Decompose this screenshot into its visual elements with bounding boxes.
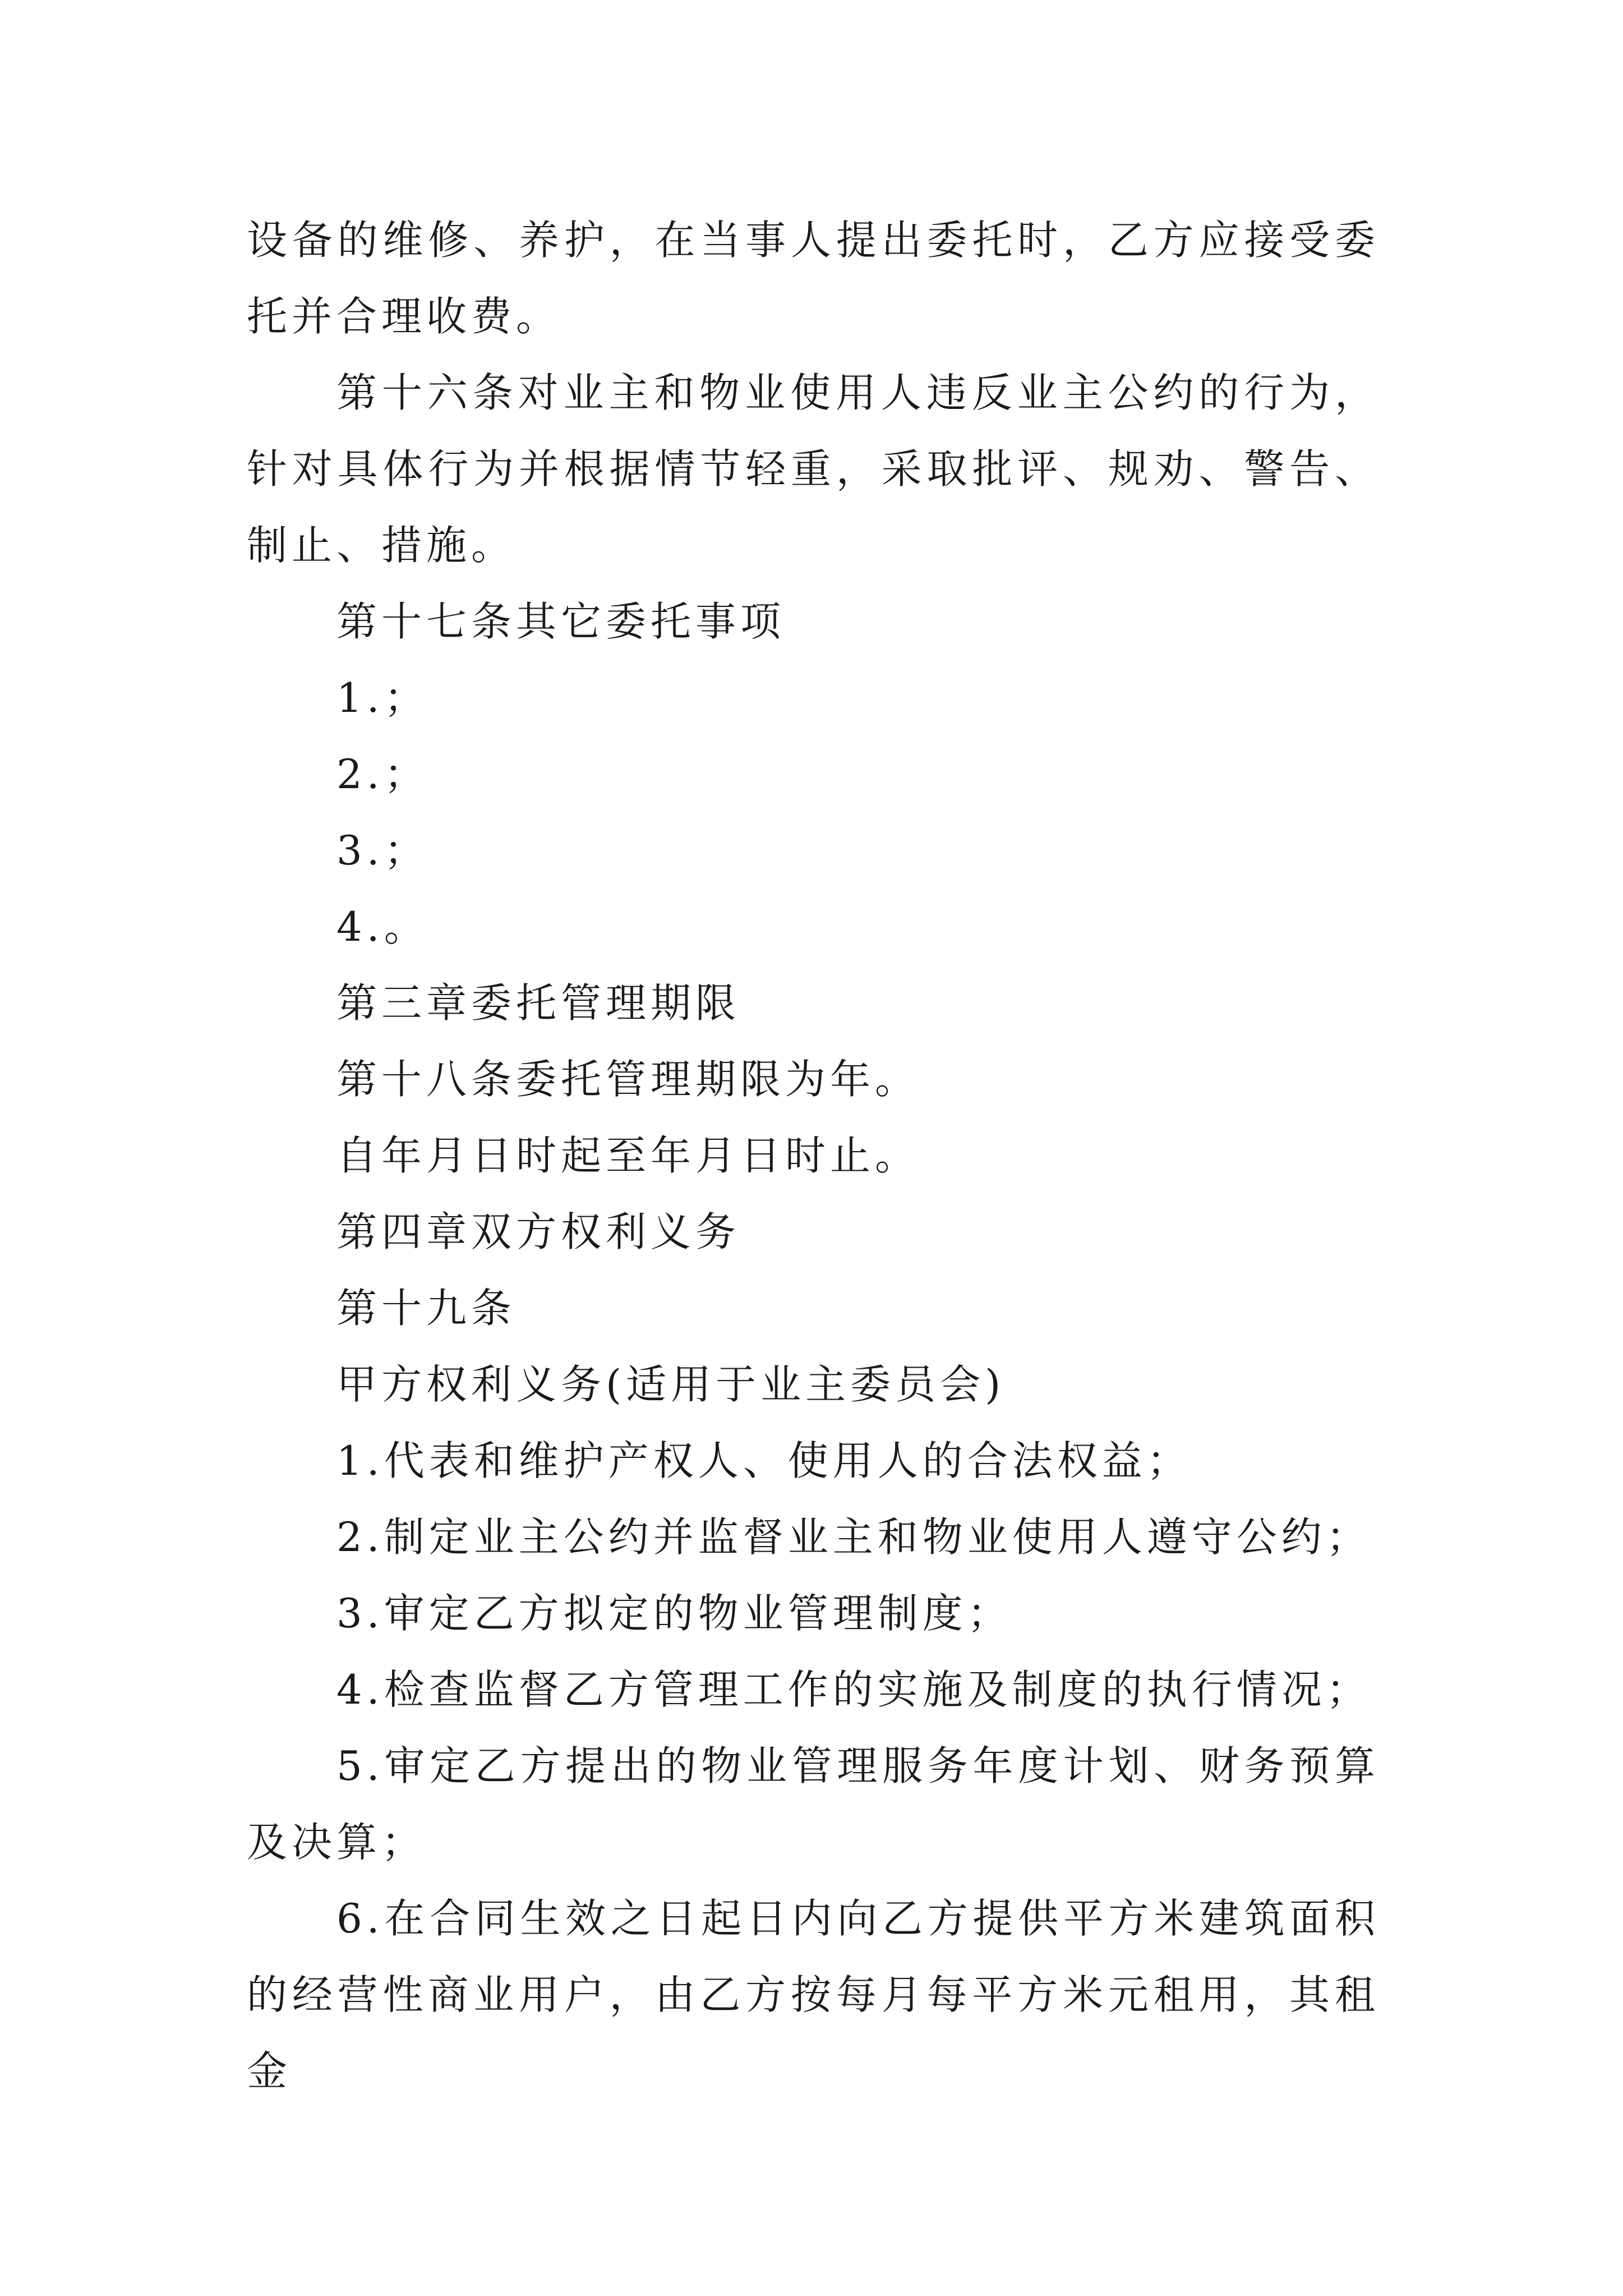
party-a-item-6: 6.在合同生效之日起日内向乙方提供平方米建筑面积的经营性商业用户，由乙方按每月每平方米元租用，其租金: [247, 1895, 1380, 2095]
document-body: [247, 202, 1380, 2109]
party-a-item-3: 3.审定乙方拟定的物业管理制度；: [336, 1590, 1012, 1637]
article-16: 第十六条对业主和物业使用人违反业主公约的行为，针对具体行为并根据情节轻重，采取批评、规劝、警告、制止、措施。: [247, 369, 1380, 569]
party-a-item-4: 4.检查监督乙方管理工作的实施及制度的执行情况；: [336, 1666, 1371, 1713]
term-period: 自年月日时起至年月日时止。: [336, 1132, 920, 1179]
article-17-item-1: 1.；: [336, 674, 429, 721]
chapter-4-heading: 第四章双方权利义务: [336, 1208, 741, 1255]
party-a-item-5: 5.审定乙方提出的物业管理服务年度计划、财务预算及决算；: [247, 1742, 1380, 1866]
party-a-rights-heading: 甲方权利义务(适用于业主委员会): [336, 1361, 1006, 1408]
article-17-item-4: 4.。: [336, 903, 429, 950]
article-18: 第十八条委托管理期限为年。: [336, 1056, 920, 1103]
article-17-item-3: 3.；: [336, 827, 429, 874]
article-17-item-2: 2.；: [336, 751, 429, 798]
party-a-item-1: 1.代表和维护产权人、使用人的合法权益；: [336, 1437, 1192, 1484]
article-19-heading: 第十九条: [336, 1285, 517, 1332]
article-17-heading: 第十七条其它委托事项: [336, 598, 786, 645]
chapter-3-heading: 第三章委托管理期限: [336, 979, 741, 1027]
party-a-item-2: 2.制定业主公约并监督业主和物业使用人遵守公约；: [336, 1513, 1371, 1561]
paragraph-continuation: 设备的维修、养护，在当事人提出委托时，乙方应接受委托并合理收费。: [247, 217, 1380, 340]
